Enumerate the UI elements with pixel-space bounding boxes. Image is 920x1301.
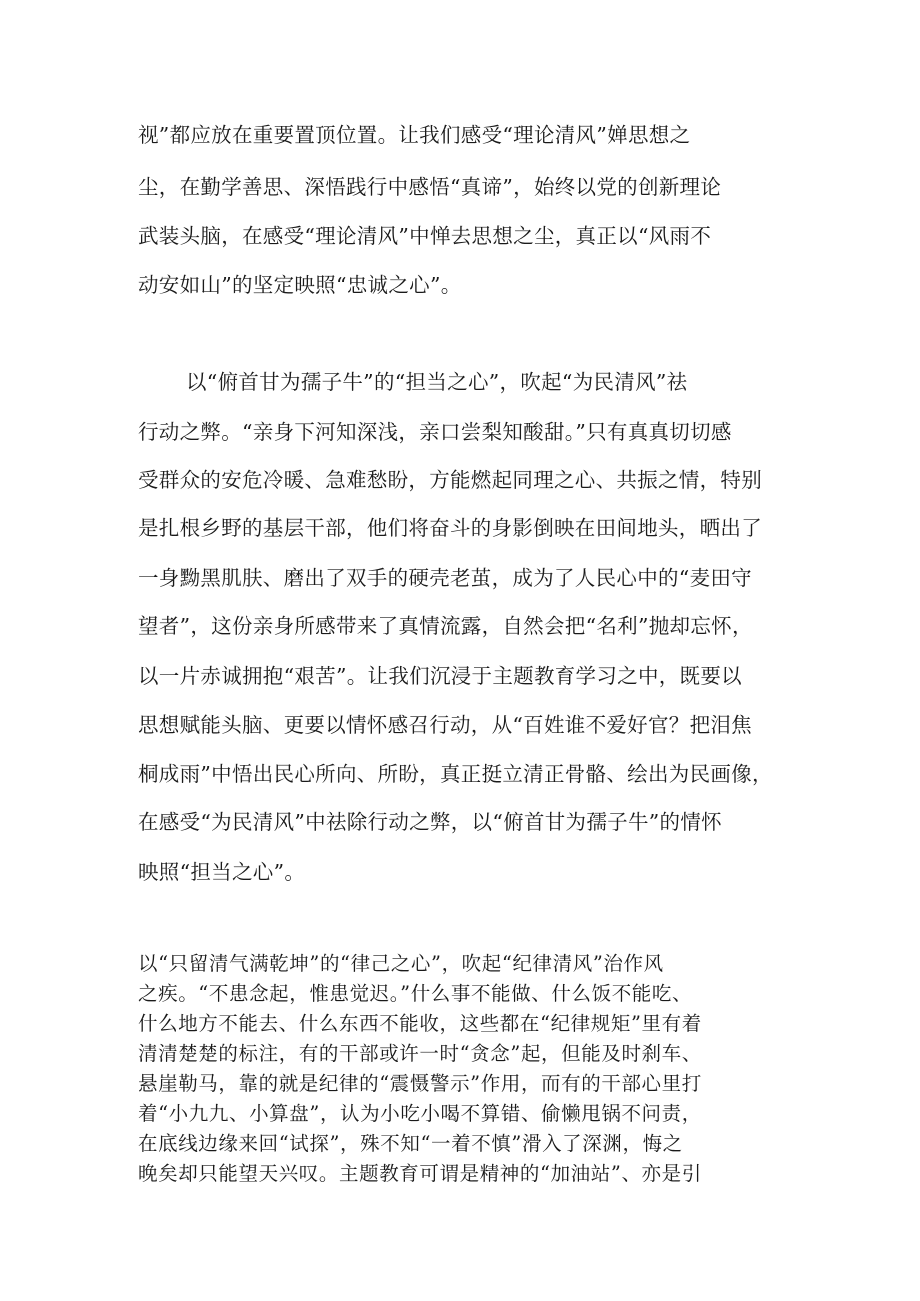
text-line: 受群众的安危冷暖、急难愁盼，方能燃起同理之心、共振之情，特别 <box>138 468 762 492</box>
text-line: 思想赋能头脑、更要以情怀感召行动，从“百姓谁不爱好官？把泪焦 <box>138 713 752 737</box>
text-line: 武装头脑，在感受“理论清风”中惮去思想之尘，真正以“风雨不 <box>138 224 712 248</box>
text-line: 动安如山”的坚定映照“忠诚之心”。 <box>138 273 462 297</box>
text-line: 一身黝黑肌肤、磨出了双手的硬壳老茧，成为了人民心中的“麦田守 <box>138 566 752 590</box>
text-line: 在感受“为民清风”中祛除行动之弊，以“俯首甘为孺子牛”的情怀 <box>138 810 722 834</box>
text-line: 在底线边缘来回“试探”，殊不知“一着不慎”滑入了深渊，悔之 <box>138 1132 683 1155</box>
text-line: 视”都应放在重要置顶位置。让我们感受“理论清风”婵思想之 <box>138 123 691 147</box>
text-line: 什么地方不能去、什么东西不能收，这些都在“纪律规矩”里有着 <box>138 1012 702 1035</box>
text-line: 行动之弊。“亲身下河知深浅，亲口尝梨知酸甜。”只有真真切切感 <box>138 420 732 444</box>
text-line: 以“俯首甘为孺子牛”的“担当之心”，吹起“为民清风”祛 <box>186 370 688 394</box>
text-line: 之疾。“不患念起，惟患觉迟。”什么事不能做、什么饭不能吃、 <box>138 982 693 1005</box>
text-line: 以一片赤诚拥抱“艰苦”。让我们沉浸于主题教育学习之中，既要以 <box>138 664 742 688</box>
text-line: 映照“担当之心”。 <box>138 860 306 884</box>
text-line: 桐成雨”中悟出民心所向、所盼，真正挺立清正骨骼、绘出为民画像， <box>138 762 773 786</box>
text-line: 悬崖勒马，靠的就是纪律的“震慑警示”作用，而有的干部心里打 <box>138 1072 702 1095</box>
text-line: 清清楚楚的标注，有的干部或许一时“贪念”起，但能及时刹车、 <box>138 1042 702 1065</box>
text-line: 以“只留清气满乾坤”的“律己之心”，吹起“纪律清风”治作风 <box>138 952 664 975</box>
text-line: 着“小九九、小算盘”，认为小吃小喝不算错、偷懒甩锅不问责， <box>138 1102 702 1125</box>
text-line: 是扎根乡野的基层干部，他们将奋斗的身影倒映在田间地头，晒出了 <box>138 516 762 540</box>
text-line: 望者”，这份亲身所感带来了真情流露，自然会把“名利”抛却忘怀， <box>138 614 753 638</box>
text-line: 尘，在勤学善思、深悟践行中感悟“真谛”，始终以党的创新理论 <box>138 175 722 199</box>
text-line: 晚矣却只能望天兴叹。主题教育可谓是精神的“加油站”、亦是引 <box>138 1162 702 1185</box>
